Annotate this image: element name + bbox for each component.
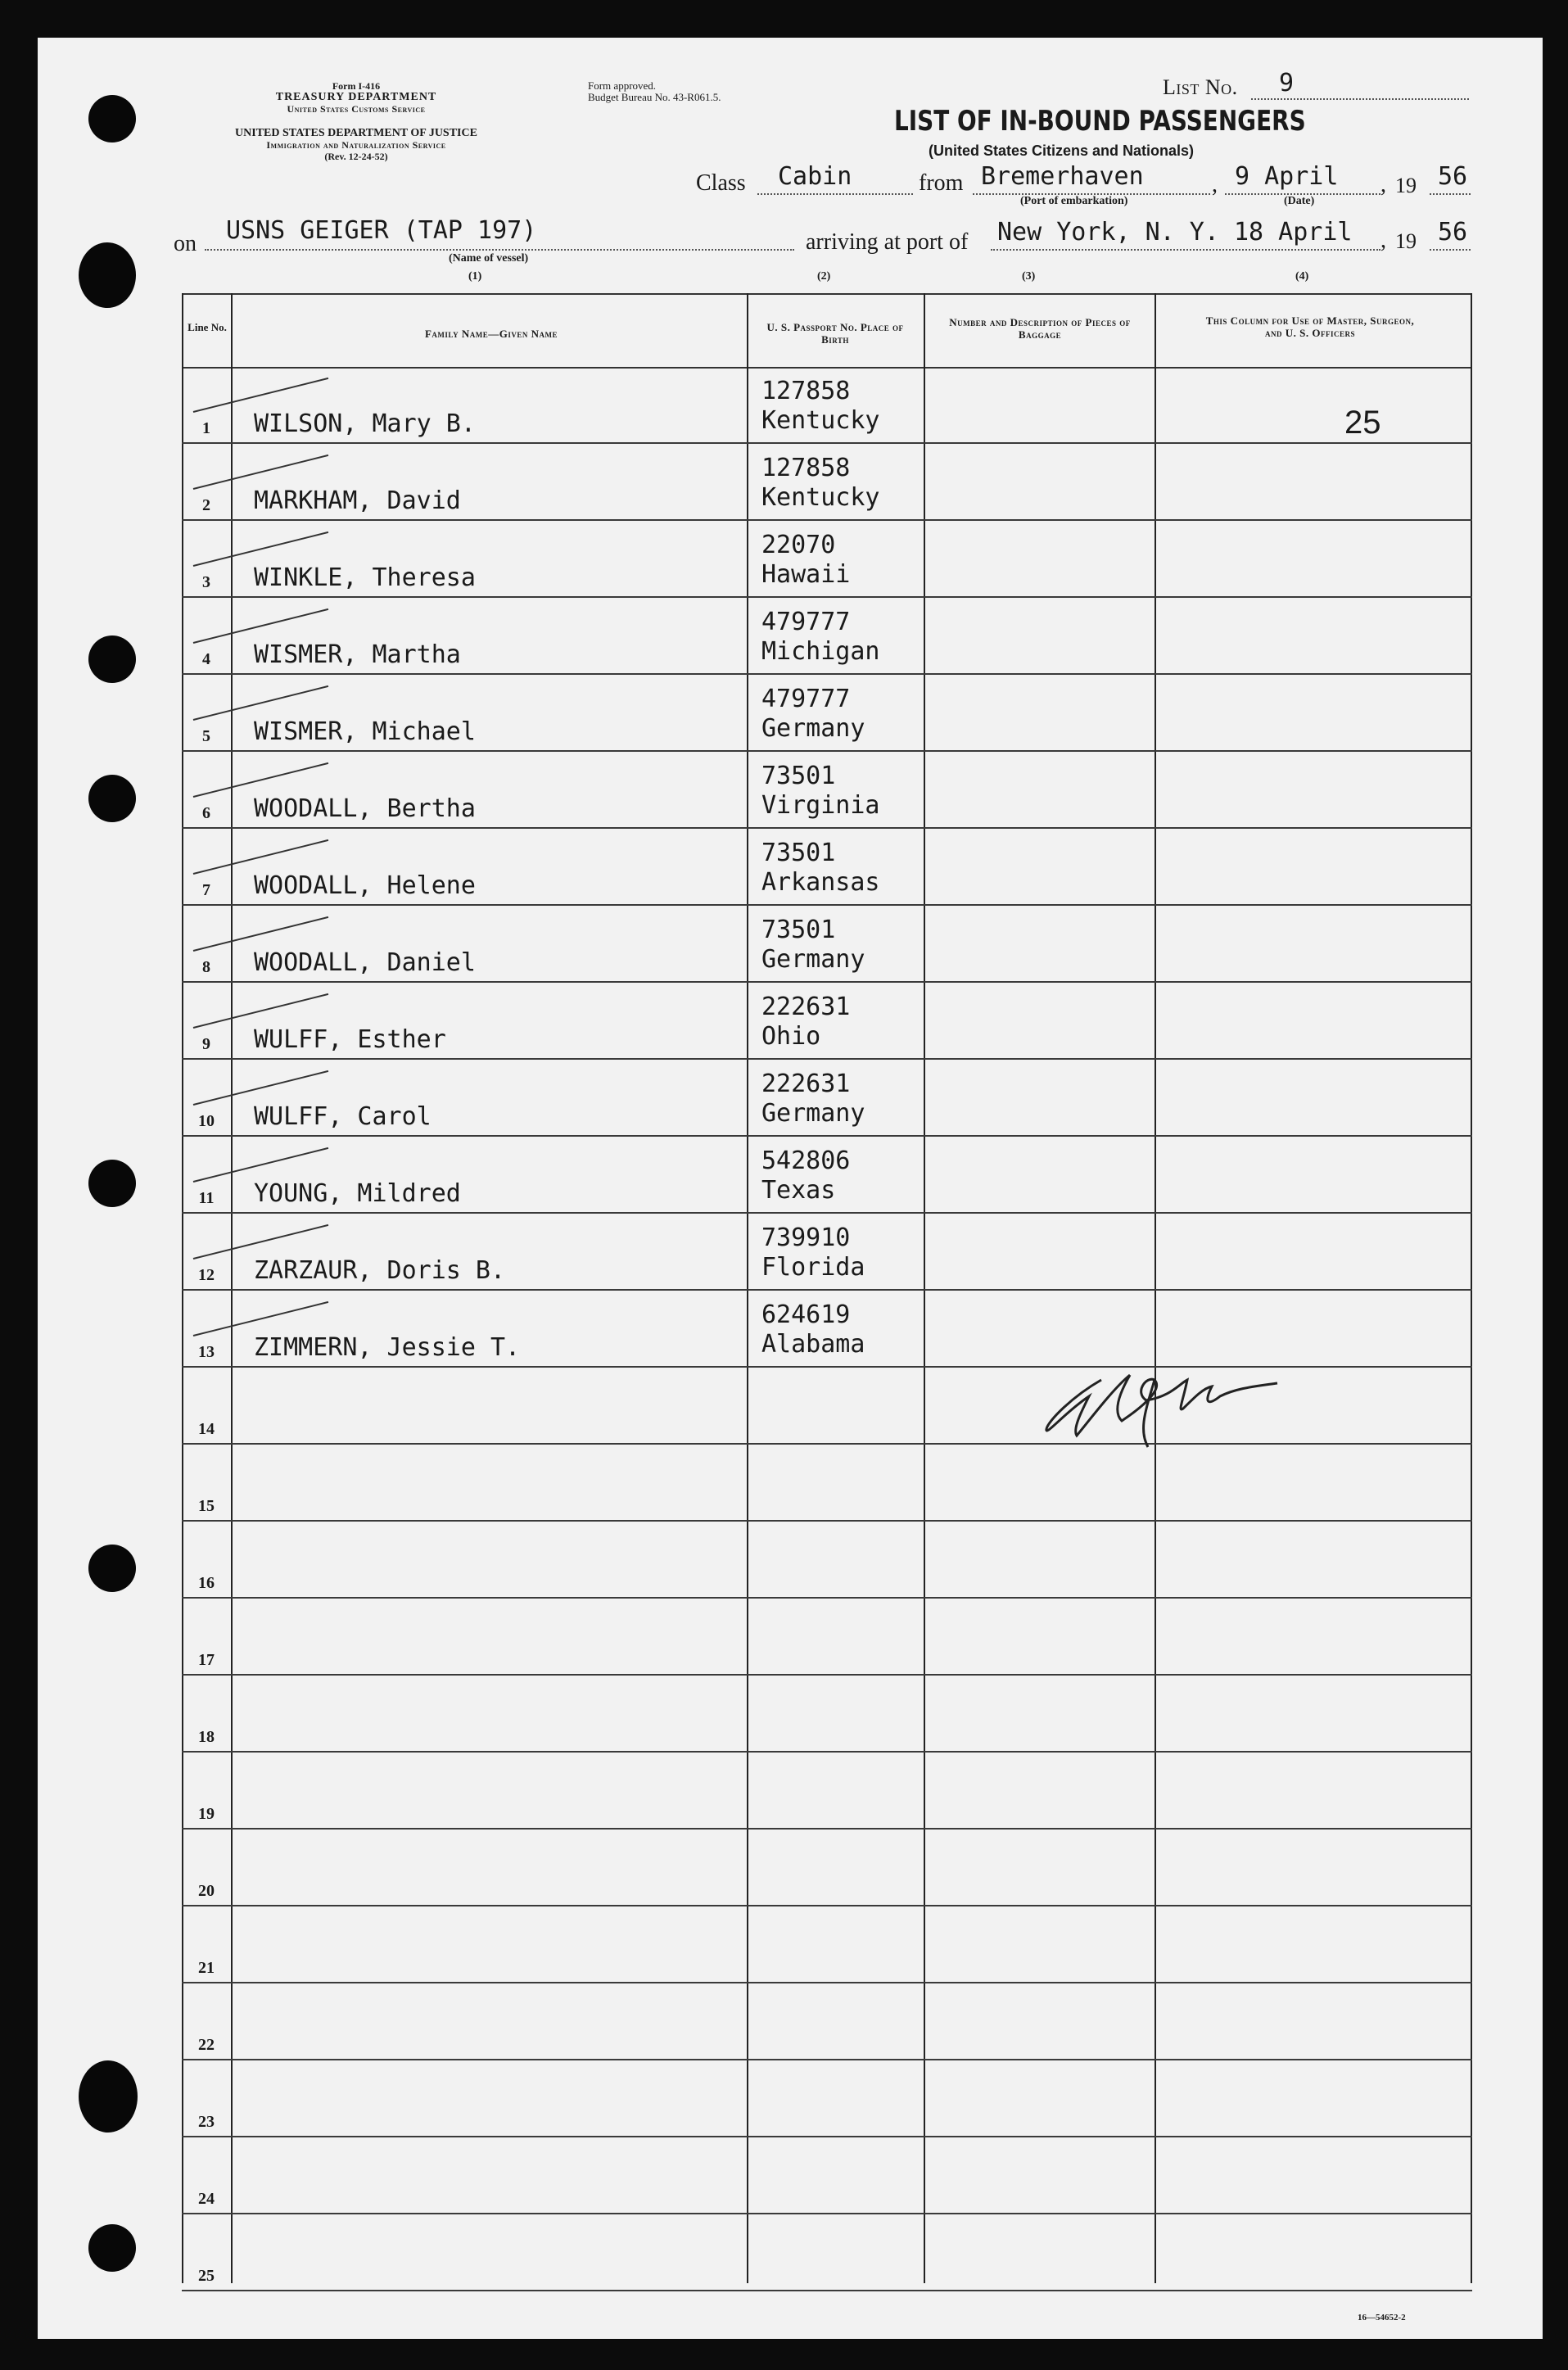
passport-number: 542806 [761, 1147, 851, 1175]
col-num-2: (2) [817, 270, 831, 283]
list-no-value: 9 [1279, 69, 1295, 97]
passenger-name: WOODALL, Daniel [254, 948, 476, 977]
line-number: 15 [198, 1497, 215, 1515]
passenger-name: WISMER, Martha [254, 640, 461, 669]
col-header-name: Family Name—Given Name [424, 328, 558, 340]
passenger-name: WINKLE, Theresa [254, 563, 476, 592]
treasury-label: TREASURY DEPARTMENT [275, 91, 437, 103]
place-of-birth: Florida [761, 1253, 865, 1282]
place-of-birth: Hawaii [761, 560, 851, 589]
place-of-birth: Ohio [761, 1022, 821, 1051]
table-row [182, 904, 1472, 906]
table-row [182, 981, 1472, 983]
binder-hole [88, 775, 136, 822]
vessel-caption: (Name of vessel) [449, 252, 529, 265]
col-num-1: (1) [468, 270, 482, 283]
passport-number: 222631 [761, 993, 851, 1021]
officer-signature [1040, 1364, 1376, 1454]
year-prefix-2: 19 [1395, 229, 1417, 253]
place-of-birth: Germany [761, 945, 865, 974]
line-number: 9 [202, 1035, 210, 1053]
page-title: LIST OF IN-BOUND PASSENGERS [894, 105, 1306, 138]
passenger-name: WULFF, Carol [254, 1102, 432, 1131]
vessel-name: USNS GEIGER (TAP 197) [226, 216, 537, 245]
arrival-port-date: New York, N. Y. 18 April [997, 218, 1353, 246]
place-of-birth: Kentucky [761, 406, 880, 435]
col-header-baggage: Number and Description of Pieces of Baggage [949, 316, 1131, 341]
table-row [182, 2059, 1472, 2060]
passport-number: 479777 [761, 608, 851, 636]
table-row [182, 519, 1472, 521]
passport-number: 222631 [761, 1070, 851, 1098]
line-number: 3 [202, 573, 210, 591]
table-row [182, 827, 1472, 829]
table-row [182, 1058, 1472, 1060]
binder-hole [88, 95, 136, 142]
year-prefix: 19 [1395, 174, 1417, 197]
passport-number: 479777 [761, 685, 851, 713]
table-row [182, 1751, 1472, 1753]
passenger-name: WILSON, Mary B. [254, 409, 476, 438]
passenger-name: MARKHAM, David [254, 486, 461, 515]
table-row [182, 1520, 1472, 1522]
passport-number: 739910 [761, 1223, 851, 1252]
line-number: 13 [198, 1343, 215, 1361]
table-row [182, 1674, 1472, 1676]
line-number: 14 [198, 1420, 215, 1438]
table-row [182, 596, 1472, 598]
line-number: 22 [198, 2036, 215, 2054]
from-label: from [919, 170, 964, 196]
col-header-passport: U. S. Passport No. Place of Birth [766, 321, 904, 346]
passenger-name: WOODALL, Helene [254, 871, 476, 900]
place-of-birth: Michigan [761, 637, 880, 666]
budget-bureau: Budget Bureau No. 43-R061.5. [588, 91, 721, 103]
line-number: 18 [198, 1728, 215, 1746]
table-row [182, 1135, 1472, 1137]
passenger-name: WISMER, Michael [254, 717, 476, 746]
place-of-birth: Texas [761, 1176, 836, 1205]
page-subtitle: (United States Citizens and Nationals) [929, 142, 1195, 159]
line-number: 19 [198, 1805, 215, 1823]
customs-label: United States Customs Service [287, 103, 426, 115]
table-row [182, 1828, 1472, 1830]
binder-hole [79, 242, 136, 308]
passport-number: 73501 [761, 762, 836, 790]
line-number: 2 [202, 496, 210, 514]
place-of-birth: Kentucky [761, 483, 880, 512]
line-number: 23 [198, 2113, 215, 2131]
passport-number: 73501 [761, 839, 836, 867]
passport-number: 624619 [761, 1300, 851, 1329]
table-row [182, 1597, 1472, 1599]
passenger-name: YOUNG, Mildred [254, 1179, 461, 1208]
list-no-label: List No. [1163, 75, 1238, 99]
on-label: on [174, 231, 197, 256]
class-label: Class [696, 170, 746, 196]
footer-code: 16—54652-2 [1358, 2313, 1406, 2323]
col-num-4: (4) [1295, 270, 1309, 283]
arriving-label: arriving at port of [806, 229, 969, 255]
line-number: 4 [202, 650, 210, 668]
passport-number: 22070 [761, 531, 836, 559]
place-of-birth: Germany [761, 714, 865, 743]
date-caption: (Date) [1284, 195, 1315, 207]
table-row [182, 2213, 1472, 2214]
passenger-name: WOODALL, Bertha [254, 794, 476, 823]
table-row [182, 1905, 1472, 1906]
line-number: 11 [198, 1189, 215, 1207]
place-of-birth: Germany [761, 1099, 865, 1128]
arrival-year: 56 [1438, 218, 1468, 246]
binder-hole [88, 2224, 136, 2272]
place-of-birth: Alabama [761, 1330, 865, 1359]
port-embark-caption: (Port of embarkation) [1020, 195, 1128, 207]
table-row [182, 673, 1472, 675]
justice-label: UNITED STATES DEPARTMENT OF JUSTICE [235, 127, 477, 139]
form-approved: Form approved. [588, 79, 657, 92]
binder-hole [88, 1545, 136, 1592]
binder-hole [88, 635, 136, 683]
line-number: 5 [202, 727, 210, 745]
table-row [182, 750, 1472, 752]
col-header-officers: This Column for Use of Master, Surgeon, and U. S. Officers [1205, 314, 1415, 339]
port-of-embarkation: Bremerhaven [981, 162, 1144, 191]
line-number: 7 [202, 881, 210, 899]
line-number: 17 [198, 1651, 215, 1669]
passport-number: 127858 [761, 454, 851, 482]
col-header-line-no: Line No. [188, 321, 227, 333]
ins-label: Immigration and Naturalization Service [266, 139, 446, 151]
line-number: 8 [202, 958, 210, 976]
line-number: 1 [202, 419, 210, 437]
line-number: 6 [202, 804, 210, 822]
table-row [182, 1289, 1472, 1291]
line-number: 12 [198, 1266, 215, 1284]
col-num-3: (3) [1022, 270, 1036, 283]
line-number: 20 [198, 1882, 215, 1900]
line-number: 25 [198, 2267, 215, 2285]
line-number: 16 [198, 1574, 215, 1592]
officer-note: 25 [1344, 405, 1381, 441]
table-row [182, 1982, 1472, 1983]
line-number: 10 [198, 1112, 215, 1130]
embark-date: 9 April [1235, 162, 1339, 191]
embark-year: 56 [1438, 162, 1468, 191]
passenger-name: ZIMMERN, Jessie T. [254, 1333, 521, 1362]
table-row [182, 442, 1472, 444]
table-row [182, 2136, 1472, 2137]
place-of-birth: Virginia [761, 791, 880, 820]
place-of-birth: Arkansas [761, 868, 880, 897]
line-number: 24 [198, 2190, 215, 2208]
revision-label: (Rev. 12-24-52) [324, 151, 388, 162]
passenger-name: ZARZAUR, Doris B. [254, 1256, 506, 1285]
passport-number: 73501 [761, 916, 836, 944]
class-value: Cabin [778, 162, 852, 191]
line-number: 21 [198, 1959, 215, 1977]
form-number: Form I-416 [332, 80, 381, 92]
passenger-name: WULFF, Esther [254, 1025, 446, 1054]
table-row [182, 2290, 1472, 2291]
passport-number: 127858 [761, 377, 851, 405]
table-row [182, 1212, 1472, 1214]
binder-hole [79, 2060, 138, 2133]
binder-hole [88, 1160, 136, 1207]
